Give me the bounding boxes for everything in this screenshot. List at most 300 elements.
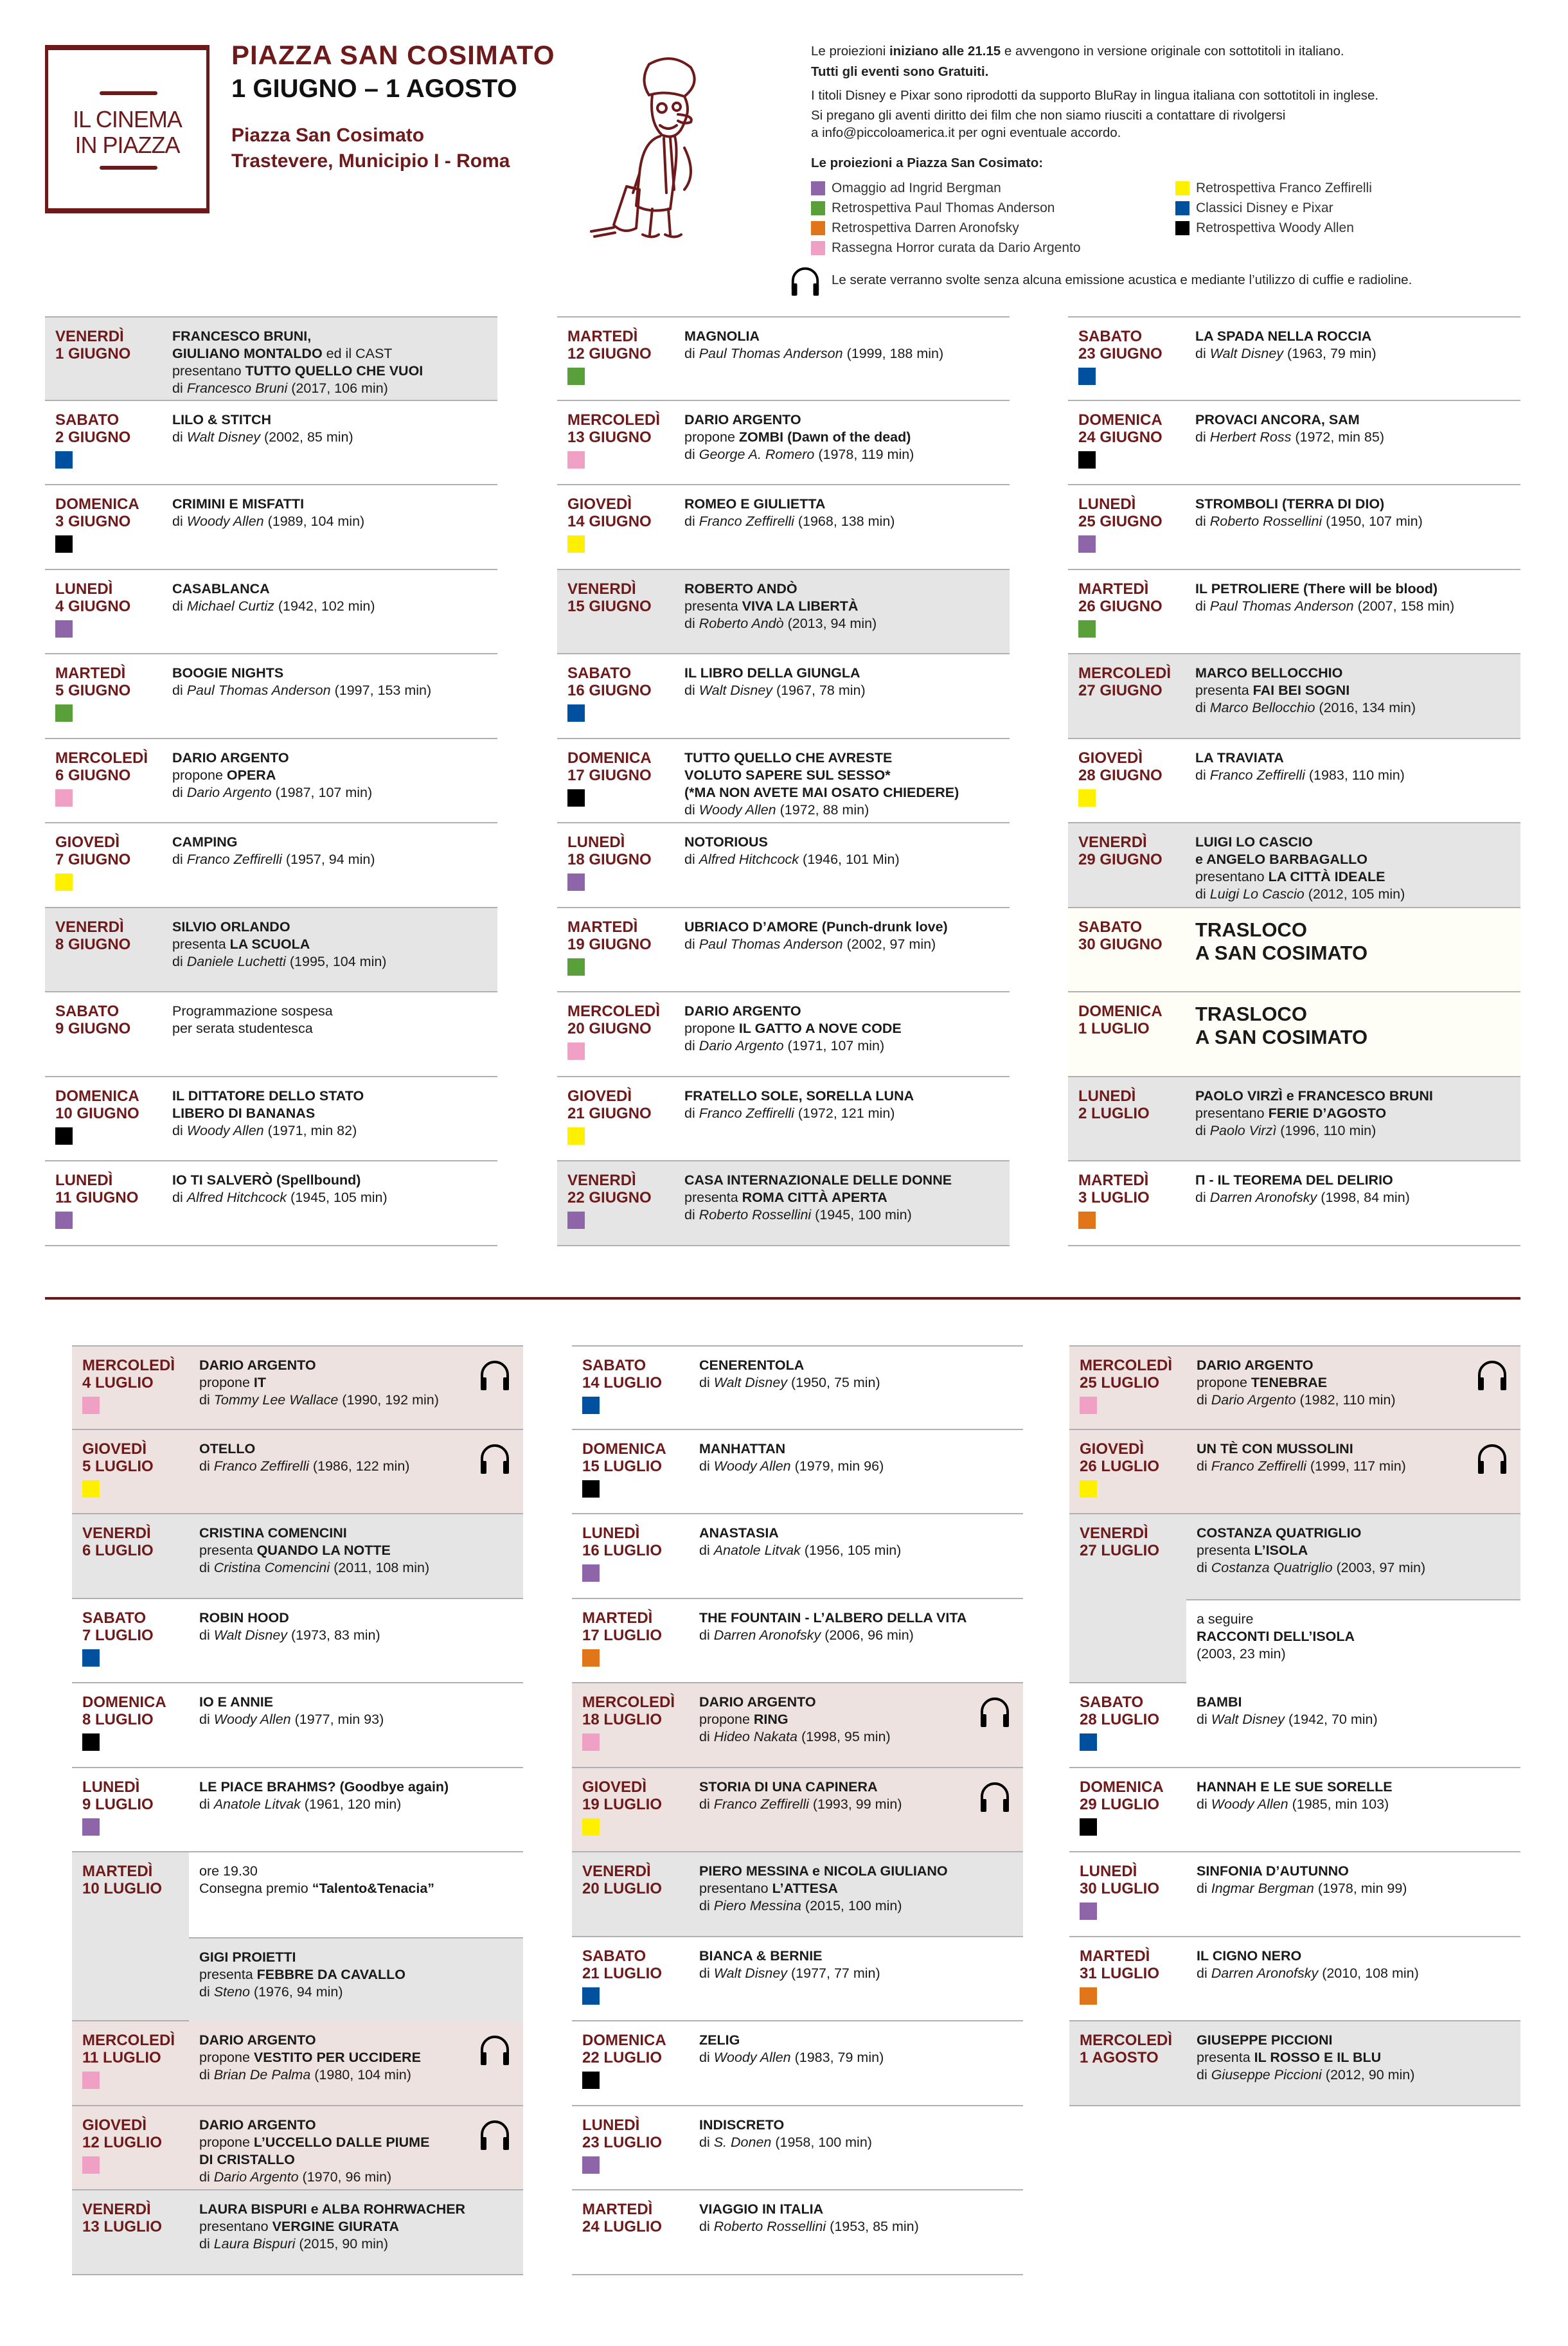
event-title-text: LA TRAVIATA bbox=[1195, 749, 1284, 766]
category-horror-marker bbox=[55, 789, 73, 807]
weekday: SABATO bbox=[55, 411, 120, 429]
schedule-entry bbox=[72, 1683, 523, 1768]
event-title-text: VIAGGIO IN ITALIA bbox=[699, 2201, 824, 2217]
event-text: presenta bbox=[684, 598, 742, 614]
event-text: (2012, 105 min) bbox=[1304, 886, 1405, 902]
event-text: (2003, 97 min) bbox=[1332, 1560, 1426, 1575]
legend-item-aronofsky bbox=[811, 220, 1019, 236]
event-text: di bbox=[699, 1458, 714, 1474]
event-date bbox=[82, 1440, 154, 1475]
event-text: di bbox=[172, 1190, 187, 1205]
event-title-text: A SAN COSIMATO bbox=[1195, 1026, 1368, 1048]
event-sub-block bbox=[189, 1852, 523, 1937]
schedule-entry bbox=[572, 1937, 1023, 2022]
weekday: GIOVEDÌ bbox=[1080, 1440, 1145, 1458]
event-line bbox=[1195, 1105, 1475, 1122]
schedule-entry bbox=[572, 1430, 1023, 1515]
event-description bbox=[199, 1694, 478, 1728]
weekday: LUNEDÌ bbox=[1078, 1087, 1136, 1105]
event-text: propone bbox=[1197, 1375, 1251, 1390]
event-description bbox=[1195, 665, 1475, 717]
weekday: DOMENICA bbox=[1078, 1003, 1163, 1020]
event-line bbox=[172, 345, 452, 363]
event-text: Programmazione sospesa bbox=[172, 1003, 333, 1019]
event-line bbox=[199, 2066, 478, 2084]
event-title-text: UBRIACO D’AMORE (Punch-drunk love) bbox=[684, 918, 948, 935]
color-swatch bbox=[1175, 201, 1189, 215]
event-text: ed il CAST bbox=[322, 346, 393, 361]
event-text: di bbox=[684, 514, 699, 529]
legend-label: Retrospettiva Paul Thomas Anderson bbox=[832, 201, 1055, 215]
headphones-icon bbox=[789, 265, 821, 297]
event-date bbox=[55, 665, 130, 699]
event-line bbox=[1195, 328, 1475, 345]
event-line bbox=[199, 1525, 478, 1542]
event-date bbox=[567, 580, 652, 615]
day-month: 2 GIUGNO bbox=[55, 428, 131, 446]
event-date bbox=[55, 918, 130, 953]
day-month: 20 GIUGNO bbox=[567, 1020, 652, 1037]
event-line bbox=[684, 411, 965, 429]
event-line bbox=[1195, 429, 1475, 446]
event-text: (1976, 94 min) bbox=[249, 1983, 343, 2000]
event-text: di bbox=[699, 1898, 714, 1913]
event-description bbox=[684, 1172, 965, 1224]
schedule-column bbox=[572, 1345, 1023, 2275]
event-text: (1986, 122 min) bbox=[308, 1458, 410, 1474]
event-title-text: DARIO ARGENTO bbox=[199, 2032, 316, 2048]
weekday: LUNEDÌ bbox=[55, 1172, 113, 1189]
event-line bbox=[199, 1711, 478, 1728]
category-pta-marker bbox=[567, 368, 585, 385]
weekday: MERCOLEDÌ bbox=[567, 1003, 660, 1020]
weekday: VENERDÌ bbox=[567, 1172, 636, 1189]
event-text: (2012, 90 min) bbox=[1321, 2067, 1415, 2082]
schedule-column bbox=[1068, 316, 1520, 1246]
mascot-illustration bbox=[588, 45, 726, 241]
event-line bbox=[684, 345, 965, 363]
schedule-entry bbox=[572, 1768, 1023, 1853]
event-line bbox=[172, 513, 452, 530]
event-description bbox=[684, 749, 965, 819]
event-description bbox=[1195, 834, 1475, 903]
category-bergman-marker bbox=[582, 2156, 600, 2174]
weekday: MERCOLEDÌ bbox=[82, 2032, 175, 2049]
director-name: Dario Argento bbox=[699, 1038, 784, 1053]
event-text: di bbox=[1195, 598, 1210, 614]
category-zeffirelli-marker bbox=[82, 1480, 100, 1498]
event-description bbox=[699, 1609, 978, 1644]
event-text: di bbox=[199, 1458, 214, 1474]
headphones-icon bbox=[478, 2033, 512, 2066]
event-line bbox=[199, 2151, 478, 2169]
event-title-text: GIULIANO MONTALDO bbox=[172, 346, 323, 361]
event-date bbox=[55, 328, 130, 363]
event-line bbox=[172, 784, 452, 801]
weekday: VENERDÌ bbox=[55, 328, 124, 345]
day-month: 9 LUGLIO bbox=[82, 1795, 154, 1813]
event-text: di bbox=[699, 2050, 714, 2065]
category-zeffirelli-marker bbox=[1078, 789, 1096, 807]
event-text: (1985, min 103) bbox=[1288, 1796, 1389, 1812]
event-text: di bbox=[684, 1207, 699, 1222]
event-text: di bbox=[1197, 1458, 1211, 1474]
event-text: di bbox=[1195, 1190, 1210, 1205]
weekday: MERCOLEDÌ bbox=[1078, 665, 1171, 682]
info-text-bold: iniziano alle 21.15 bbox=[889, 44, 1001, 58]
event-description bbox=[699, 2201, 978, 2235]
director-name: George A. Romero bbox=[699, 446, 815, 462]
event-line bbox=[1197, 1796, 1475, 1813]
day-month: 4 GIUGNO bbox=[55, 597, 131, 615]
event-text: di bbox=[1195, 700, 1210, 715]
event-description bbox=[199, 1609, 478, 1644]
weekday: DOMENICA bbox=[582, 1440, 666, 1458]
event-line bbox=[1195, 598, 1475, 615]
event-line bbox=[199, 2235, 478, 2253]
day-month: 19 GIUGNO bbox=[567, 935, 652, 953]
event-line bbox=[199, 2049, 478, 2066]
event-text: di bbox=[684, 852, 699, 867]
event-description bbox=[684, 580, 965, 632]
category-bergman-marker bbox=[55, 620, 73, 638]
schedule-entry bbox=[557, 1161, 1010, 1246]
weekday: VENERDÌ bbox=[1080, 1525, 1148, 1542]
weekday: MERCOLEDÌ bbox=[1080, 1357, 1172, 1374]
event-line bbox=[1197, 1863, 1475, 1880]
event-text: presentano bbox=[1195, 869, 1269, 884]
event-text: (1998, 95 min) bbox=[797, 1729, 891, 1744]
event-line bbox=[1195, 665, 1475, 682]
day-month: 14 LUGLIO bbox=[582, 1374, 663, 1392]
event-date bbox=[567, 749, 652, 784]
event-description bbox=[684, 496, 965, 530]
day-month: 16 GIUGNO bbox=[567, 682, 652, 699]
weekday: DOMENICA bbox=[55, 496, 139, 513]
event-date bbox=[55, 1172, 138, 1206]
weekday: MERCOLEDÌ bbox=[1080, 2032, 1172, 2049]
event-text: di bbox=[1195, 767, 1210, 783]
schedule-entry bbox=[1068, 316, 1520, 401]
event-description bbox=[1197, 1863, 1475, 1897]
event-line bbox=[1197, 1542, 1475, 1559]
event-title-text: DARIO ARGENTO bbox=[684, 1003, 801, 1019]
event-line bbox=[172, 1003, 452, 1020]
day-month: 31 LUGLIO bbox=[1080, 1964, 1160, 1982]
day-month: 28 LUGLIO bbox=[1080, 1711, 1160, 1728]
event-text: (1961, 120 min) bbox=[300, 1796, 402, 1812]
event-date bbox=[582, 1357, 662, 1392]
weekday: MARTEDÌ bbox=[82, 1863, 153, 1880]
event-title-text: DARIO ARGENTO bbox=[172, 749, 289, 766]
director-name: Brian De Palma bbox=[213, 2067, 311, 2082]
event-line bbox=[684, 513, 965, 530]
event-line bbox=[1195, 749, 1475, 767]
category-bergman-marker bbox=[82, 1818, 100, 1836]
event-text: di bbox=[1197, 1881, 1211, 1896]
event-line bbox=[684, 682, 965, 699]
legend-label: Rassegna Horror curata da Dario Argento bbox=[832, 240, 1081, 255]
event-description bbox=[1195, 580, 1475, 615]
weekday: DOMENICA bbox=[1078, 411, 1163, 429]
schedule-entry bbox=[45, 401, 497, 486]
event-sub-block bbox=[1186, 1514, 1520, 1599]
event-title-text: THE FOUNTAIN - L’ALBERO DELLA VITA bbox=[699, 1609, 967, 1625]
event-date bbox=[1080, 1948, 1159, 1982]
event-date bbox=[582, 1863, 662, 1897]
event-title-text: TUTTO QUELLO CHE VUOI bbox=[245, 363, 423, 379]
venue-address: Trastevere, Municipio I - Roma bbox=[231, 150, 510, 172]
event-title-text: MARCO BELLOCCHIO bbox=[1195, 665, 1343, 681]
event-description bbox=[1195, 411, 1475, 446]
event-date bbox=[55, 1088, 139, 1122]
schedule-entry bbox=[1068, 739, 1520, 824]
schedule-entry bbox=[572, 1514, 1023, 1599]
event-title-text: LIBERO DI BANANAS bbox=[172, 1105, 316, 1121]
category-bergman-marker bbox=[567, 1212, 585, 1229]
schedule-entry bbox=[572, 2021, 1023, 2106]
event-line bbox=[199, 1440, 478, 1458]
day-month: 3 GIUGNO bbox=[55, 513, 131, 530]
director-name: Paul Thomas Anderson bbox=[699, 346, 843, 361]
category-horror-marker bbox=[567, 451, 585, 469]
category-allen-marker bbox=[1080, 1818, 1097, 1836]
event-text: (1956, 105 min) bbox=[800, 1543, 902, 1558]
weekday: VENERDÌ bbox=[582, 1863, 651, 1880]
schedule-entry bbox=[1068, 570, 1520, 655]
category-horror-marker bbox=[1080, 1397, 1097, 1414]
event-date bbox=[582, 2201, 662, 2235]
event-date bbox=[567, 1003, 660, 1037]
event-title-text: OPERA bbox=[226, 767, 276, 783]
day-month: 27 GIUGNO bbox=[1078, 682, 1163, 699]
event-text: presentano bbox=[1195, 1105, 1269, 1121]
event-text: (2016, 134 min) bbox=[1315, 700, 1416, 715]
event-description bbox=[172, 328, 452, 397]
event-line bbox=[699, 2117, 978, 2134]
headphones-icon bbox=[1475, 1358, 1509, 1392]
info-text: Le proiezioni bbox=[811, 44, 889, 58]
event-date bbox=[1078, 1172, 1150, 1206]
event-text: di bbox=[1195, 886, 1210, 902]
schedule-entry bbox=[45, 992, 497, 1077]
event-date bbox=[1078, 411, 1163, 446]
event-text: (1979, min 96) bbox=[790, 1458, 884, 1474]
event-line bbox=[1195, 496, 1475, 513]
event-text: (2010, 108 min) bbox=[1318, 1965, 1419, 1981]
event-line bbox=[199, 1374, 478, 1392]
director-name: Ingmar Bergman bbox=[1211, 1881, 1314, 1896]
director-name: Luigi Lo Cascio bbox=[1209, 886, 1305, 902]
event-text: presenta bbox=[172, 936, 230, 952]
event-description bbox=[1197, 1778, 1475, 1813]
event-title-text: TRASLOCO bbox=[1195, 918, 1307, 941]
category-zeffirelli-marker bbox=[55, 873, 73, 891]
event-title-text: IL ROSSO E IL BLU bbox=[1254, 2050, 1382, 2065]
event-title-text: UN TÈ CON MUSSOLINI bbox=[1197, 1440, 1353, 1456]
color-swatch bbox=[1175, 221, 1189, 235]
event-title-text: IT bbox=[253, 1375, 266, 1390]
color-swatch bbox=[811, 201, 825, 215]
event-text: di bbox=[199, 1627, 214, 1643]
weekday: SABATO bbox=[1078, 918, 1143, 936]
day-month: 5 GIUGNO bbox=[55, 682, 131, 699]
event-line bbox=[199, 1392, 478, 1409]
event-title-text: PIERO MESSINA e NICOLA GIULIANO bbox=[699, 1863, 948, 1879]
event-line bbox=[199, 2117, 478, 2134]
weekday: SABATO bbox=[1080, 1694, 1144, 1711]
day-month: 16 LUGLIO bbox=[582, 1542, 663, 1559]
schedule-column bbox=[45, 316, 497, 1246]
event-date bbox=[567, 1172, 652, 1206]
category-disney-marker bbox=[582, 1397, 600, 1414]
director-name: Costanza Quatriglio bbox=[1211, 1560, 1333, 1575]
event-line bbox=[684, 801, 965, 819]
director-name: Franco Zeffirelli bbox=[1209, 767, 1305, 783]
event-text: di bbox=[699, 1543, 714, 1558]
schedule-entry bbox=[45, 1077, 497, 1162]
event-text: (2017, 106 min) bbox=[287, 381, 388, 396]
director-name: Franco Zeffirelli bbox=[713, 1796, 809, 1812]
event-description bbox=[699, 1357, 978, 1392]
category-pta-marker bbox=[1078, 620, 1096, 638]
event-text: (1996, 110 min) bbox=[1276, 1122, 1376, 1138]
event-line bbox=[699, 1374, 978, 1392]
event-text: di bbox=[199, 2067, 214, 2082]
event-line bbox=[1195, 918, 1475, 942]
event-text: (1942, 102 min) bbox=[274, 598, 375, 614]
schedule-column bbox=[1069, 1345, 1520, 2106]
event-date bbox=[1080, 1440, 1159, 1475]
event-date bbox=[567, 665, 652, 699]
event-line bbox=[1195, 1122, 1475, 1140]
day-month: 12 GIUGNO bbox=[567, 345, 652, 363]
event-line bbox=[1197, 1458, 1475, 1475]
event-text: di bbox=[199, 1712, 214, 1727]
event-title-text: SILVIO ORLANDO bbox=[172, 918, 290, 935]
director-name: Walt Disney bbox=[699, 683, 773, 698]
day-month: 23 LUGLIO bbox=[582, 2133, 663, 2151]
category-zeffirelli-marker bbox=[582, 1818, 600, 1836]
event-line bbox=[172, 1105, 452, 1122]
director-name: Woody Allen bbox=[213, 1712, 291, 1727]
event-date bbox=[1080, 2032, 1172, 2066]
category-allen-marker bbox=[582, 2072, 600, 2089]
event-line bbox=[684, 1088, 965, 1105]
weekday: GIOVEDÌ bbox=[82, 1440, 147, 1458]
event-text: di bbox=[699, 1375, 714, 1390]
event-line bbox=[199, 1983, 478, 2001]
event-title-text: ROBERTO ANDÒ bbox=[684, 580, 797, 596]
event-text: a seguire bbox=[1197, 1611, 1254, 1627]
event-title-text: TRASLOCO bbox=[1195, 1003, 1307, 1025]
event-title-text: RING bbox=[753, 1712, 788, 1727]
event-text: (1971, min 82) bbox=[263, 1122, 357, 1138]
category-bergman-marker bbox=[567, 873, 585, 891]
event-line bbox=[172, 682, 452, 699]
schedule-entry bbox=[72, 2106, 523, 2191]
legend-label: Retrospettiva Darren Aronofsky bbox=[832, 220, 1019, 235]
logo-bar bbox=[100, 91, 157, 95]
event-line bbox=[699, 1778, 978, 1796]
event-line bbox=[199, 1694, 478, 1711]
event-line bbox=[699, 1525, 978, 1542]
category-pta-marker bbox=[567, 958, 585, 976]
color-swatch bbox=[1175, 181, 1189, 195]
event-title-text: CASA INTERNAZIONALE DELLE DONNE bbox=[684, 1172, 952, 1188]
event-description bbox=[699, 1694, 978, 1746]
event-title-text: MAGNOLIA bbox=[684, 328, 760, 344]
event-line bbox=[172, 1172, 452, 1189]
event-title-text: INDISCRETO bbox=[699, 2117, 785, 2133]
event-text: propone bbox=[199, 1375, 254, 1390]
event-text: Consegna premio bbox=[199, 1881, 312, 1896]
event-line bbox=[172, 953, 452, 971]
event-date bbox=[567, 918, 652, 953]
event-date bbox=[82, 1609, 154, 1644]
event-text: ore 19.30 bbox=[199, 1863, 258, 1879]
event-line bbox=[1195, 580, 1475, 598]
event-text: di bbox=[684, 1105, 699, 1121]
event-line bbox=[684, 749, 965, 767]
event-text: di bbox=[172, 784, 187, 800]
schedule-entry bbox=[45, 908, 497, 993]
day-month: 6 GIUGNO bbox=[55, 766, 131, 784]
schedule-entry bbox=[572, 2190, 1023, 2275]
info-disney: I titoli Disney e Pixar sono riprodotti da supporto BluRay in lingua italiana con sottotitoli in inglese. bbox=[811, 88, 1379, 103]
event-title-text: VIVA LA LIBERTÀ bbox=[742, 598, 859, 614]
category-horror-marker bbox=[582, 1733, 600, 1751]
event-title-text: TUTTO QUELLO CHE AVRESTE bbox=[684, 749, 893, 766]
category-disney-marker bbox=[582, 1987, 600, 2005]
event-text: propone bbox=[699, 1712, 754, 1727]
event-text: di bbox=[172, 429, 187, 445]
day-month: 15 LUGLIO bbox=[582, 1457, 663, 1475]
schedule-entry bbox=[45, 570, 497, 655]
headphones-icon bbox=[478, 1358, 512, 1392]
schedule-entry bbox=[557, 992, 1010, 1077]
event-title-text: NOTORIOUS bbox=[684, 834, 768, 850]
event-date bbox=[55, 1003, 130, 1037]
event-title-text: ROMEO E GIULIETTA bbox=[684, 496, 826, 512]
event-line bbox=[684, 1206, 965, 1224]
event-title-text: QUANDO LA NOTTE bbox=[256, 1543, 391, 1558]
event-text: presenta bbox=[1195, 683, 1253, 698]
logo-line-2: IN PIAZZA bbox=[75, 132, 180, 158]
event-line bbox=[1197, 1357, 1475, 1374]
event-title-text: IL DITTATORE DELLO STATO bbox=[172, 1088, 364, 1104]
director-name: Franco Zeffirelli bbox=[699, 1105, 794, 1121]
schedule-entry bbox=[45, 739, 497, 824]
weekday: MARTEDÌ bbox=[55, 665, 126, 682]
legend-item-bergman bbox=[811, 181, 1001, 196]
event-text: (2002, 97 min) bbox=[842, 936, 936, 952]
day-month: 5 LUGLIO bbox=[82, 1457, 154, 1475]
schedule-entry bbox=[572, 2106, 1023, 2191]
schedule-entry bbox=[1069, 1937, 1520, 2022]
day-month: 10 LUGLIO bbox=[82, 1880, 163, 1897]
schedule-entry bbox=[72, 1599, 523, 1684]
event-date bbox=[1078, 328, 1163, 363]
event-line bbox=[172, 665, 452, 682]
event-line bbox=[1195, 851, 1475, 868]
event-text: propone bbox=[199, 2050, 254, 2065]
event-title-text: BOOGIE NIGHTS bbox=[172, 665, 284, 681]
event-description bbox=[1195, 1172, 1475, 1206]
event-description bbox=[684, 918, 965, 953]
director-name: Paolo Virzì bbox=[1209, 1122, 1277, 1138]
event-title-text: PROVACI ANCORA, SAM bbox=[1195, 411, 1360, 427]
